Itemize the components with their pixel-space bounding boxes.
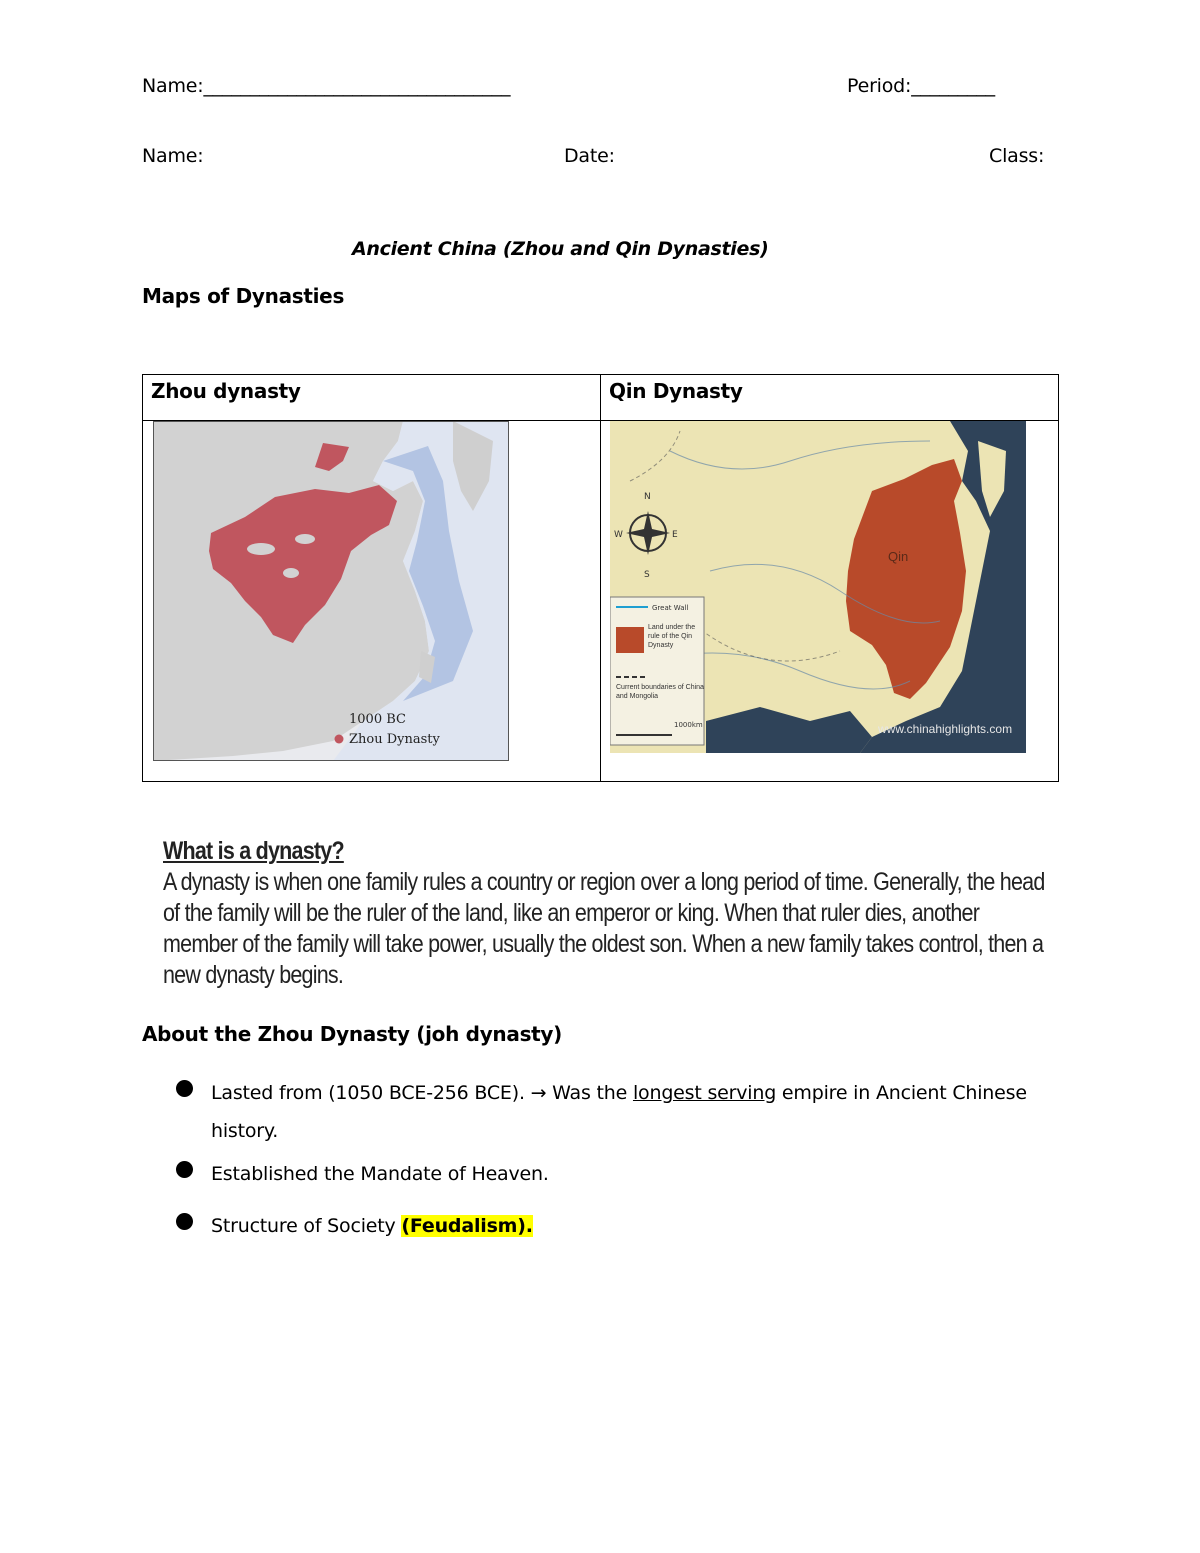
bullet-lasted-text: [211, 1074, 1027, 1150]
bullet-dot-icon: [176, 1161, 193, 1178]
maps-table: [142, 374, 1059, 782]
period-blank-line: Period:_________: [847, 75, 995, 97]
name-blank-line: Name:_________________________________: [142, 75, 511, 97]
definition-line: A dynasty is when one family rules a country or region over a long period of time. Generally, the head: [163, 868, 1045, 896]
feudalism-highlight: (Feudalism).: [401, 1215, 533, 1237]
zhou-map-cell: [143, 421, 601, 782]
bullet-lasted-part2: empire in Ancient Chinese: [776, 1082, 1027, 1104]
qin-map-cell: [601, 421, 1059, 782]
bullet-lasted-line2: history.: [211, 1120, 279, 1142]
zhou-dynasty-map: [153, 421, 509, 761]
bullet-lasted-part1: Lasted from (1050 BCE-256 BCE). → Was the: [211, 1082, 633, 1104]
zhou-legend-dot: [335, 735, 344, 744]
definition-line: of the family will be the ruler of the land, like an emperor or king. When that ruler dies, another: [163, 899, 980, 927]
bullet-structure-part1: Structure of Society: [211, 1215, 402, 1237]
bullet-dot-icon: [176, 1080, 193, 1097]
scale-label: 1000km: [674, 721, 703, 729]
qin-dynasty-map: [610, 421, 1026, 753]
name-label: Name:: [142, 145, 204, 167]
legend-boundary-label-box: [616, 683, 704, 709]
compass-west: W: [614, 530, 623, 540]
qin-header-cell: [601, 375, 1059, 421]
bullet-mandate-text: Established the Mandate of Heaven.: [211, 1163, 549, 1185]
compass-south: S: [644, 570, 650, 580]
legend-great-wall: Great Wall: [652, 604, 689, 612]
definition-title: What is a dynasty?: [163, 837, 344, 865]
zhou-header: Zhou dynasty: [151, 379, 301, 403]
compass-north: N: [644, 492, 651, 502]
definition-line: new dynasty begins.: [163, 961, 344, 989]
bullet-lasted-underlined: longest serving: [632, 1082, 777, 1104]
qin-legend: [610, 597, 704, 745]
date-label: Date:: [564, 145, 615, 167]
qin-header: Qin Dynasty: [609, 379, 743, 403]
zhou-year-label: 1000 BC: [349, 712, 406, 727]
zhou-territory-gap: [295, 534, 315, 544]
class-label: Class:: [989, 145, 1045, 167]
bullet-dot-icon: [176, 1213, 193, 1230]
zhou-territory-gap: [247, 543, 275, 555]
definition-line: member of the family will take power, usually the oldest son. When a new family takes control, then a: [163, 930, 1044, 958]
page-title: Ancient China (Zhou and Qin Dynasties): [352, 238, 769, 260]
legend-qin-label-box: [648, 623, 704, 659]
zhou-legend-label: Zhou Dynasty: [349, 732, 440, 747]
legend-qin-swatch: [616, 627, 644, 653]
compass-east: E: [672, 530, 678, 540]
bullet-structure-text: [211, 1207, 533, 1245]
zhou-section-heading: About the Zhou Dynasty (joh dynasty): [142, 1022, 563, 1046]
qin-watermark: www.chinahighlights.com: [878, 722, 1013, 736]
dynasty-definition: [163, 836, 1057, 991]
qin-territory-label: Qin: [888, 549, 909, 564]
zhou-header-cell: [143, 375, 601, 421]
zhou-territory-gap: [283, 568, 299, 578]
maps-heading: Maps of Dynasties: [142, 284, 345, 308]
legend-qin: Land under the rule of the Qin Dynasty: [648, 624, 696, 649]
legend-boundary: Current boundaries of China and Mongolia: [616, 684, 704, 700]
